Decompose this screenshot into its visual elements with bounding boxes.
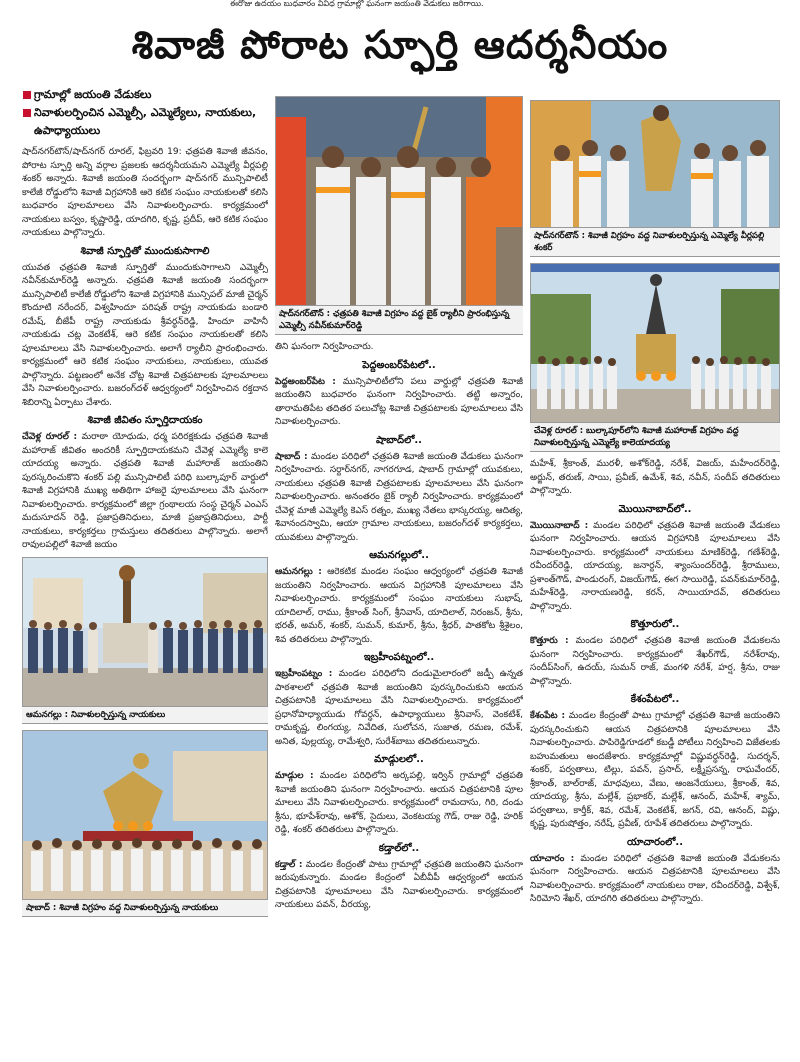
photo-bulkapur-statue-image	[531, 264, 780, 423]
paragraph-text: మరాఠా యోధుడు, ధర్మ పరిరక్షకుడు ఛత్రపతి శివాజీ మహారాజ్ జీవితం అందరికీ స్ఫూర్తిదాయకమని చేవెళ్ల ఎమ్మెల్యే కాలె యాదయ్య అన్నారు. ఛత్రపతి శివాజీ మహారాజ్ జయంతిని పురస్కరించుకొని శంకర్ పల్లి మున్సిపాలిటీ పరిధి బుల్కాపూర్ వార్డులో శివాజీ విగ్రహానికి ముఖ్య అతిథిగా హాజరై పూలమాలలు వేసి ఘనంగా నివాళులర్పించారు. కార్యక్రమంలో జిల్లా గ్రంథాలయ సంస్థ చైర్మన్ ఎంఎస్ మదుసూదన్ రెడ్డి, ప్రజాప్రతినిధులు, మాజీ ప్రజాప్రతినిధులు, పార్టీ నాయకులు, కార్యకర్తలు గ్రామస్తులు తదితరులు పాల్గొన్నారు. అలాగే రావులపల్లిలో శివాజీ జయం	[22, 432, 268, 550]
paragraph-text: మండల పరిధిలో ఛత్రపతి శివాజీ జయంతి వేడుకలను ఘనంగా నిర్వహించారు. ఆయన చిత్రపటానికి పూలమాలలు వేసి నివాళులర్పించారు. కార్యక్రమంలో నాయకులు రాజు, రవీందర్‌రెడ్డి, విశ్వేశ్, సిరిమోని శేఖర్, యాదగిరి తదితరులు పాల్గొన్నారు.	[530, 853, 780, 904]
subheading: పెద్దఅంబర్‌పేటలో..	[362, 359, 436, 371]
paragraph-text: మండల కేంద్రంతో పాటు గ్రామాల్లో ఛత్రపతి జయంతిని ఘనంగా జరుపుకున్నారు. మండల కేంద్రంలో ఏబీవీపీ ఆధ్వర్యంలో ఆయన చిత్రపటానికి పూలమాలలు వేసి నివాళులర్పించారు. కార్యక్రమంలో నాయకులు పవన్, వీరయ్య,	[275, 859, 523, 910]
article-paragraph	[530, 520, 780, 615]
paragraph-text: మండల పరిధిలోని దండుమైలారంలో జడ్పీ ఉన్నత పాఠశాలలో ఛత్రపతి శివాజీ జయంతిని పురస్కరించుకుని ఆయన చిత్రపటానికి పూలమాలలు వేసి నివాళులర్పించారు. కార్యక్రమంలో ప్రధానోపాధ్యాయుడు గోవర్ధన్, ఉపాధ్యాయులు శ్రీనివాస్, వెంకటేశ్, రామకృష్ణ, లింగయ్య, నివేదిత, సులోచన, సుజాత, రమణ, రమేశ్, అనిత, పుల్లయ్య, రామేశ్వరి, సురేశ్‌బాబు తదితరులున్నారు.	[275, 669, 523, 747]
photo-bike-rally-image	[276, 97, 523, 306]
highlight-item: నివాళులర్పించిన ఎమ్మెల్సీ, ఎమ్మెల్యేలు, నాయకులు, ఉపాధ్యాయులు	[22, 104, 268, 140]
subheading: షాబాద్‌లో..	[376, 434, 422, 446]
paragraph-text: మున్సిపాలిటీలోని పలు వార్డుల్లో ఛత్రపతి శివాజీ జయంతిని బుధవారం ఘనంగా నిర్వహించారు. తట్టి అన్నారం, తారామతిపేట తదితర పలుచోట్ల శివాజీ చిత్రపటాలకు పూలమాలలు వేసి నివాళులర్పించారు.	[275, 376, 523, 427]
paragraph-text: మండల పరిధిలో ఛత్రపతి శివాజీ జయంతి వేడుకలు ఘనంగా నిర్వహించారు. ఆయన విగ్రహానికి పూలమాలలు వేసి నివాళులర్పించారు. కార్యక్రమంలో నాయకులు మాణిక్‌రెడ్డి, గణేశ్‌రెడ్డి, రవీందర్‌రెడ్డి, యాదయ్య, జనార్దన్, శ్యాంసుందర్‌రెడ్డి, శ్రీరాములు, ప్రశాంత్‌గౌడ్, పాండురంగ్, విజయ్‌గౌడ్, ఈగ సాయిరెడ్డి, పవన్‌కుమార్‌రెడ్డి, మహేశ్‌రెడ్డి, నారాయణరెడ్డి, కరన్, సాయియాదవ్, తదితరులు పాల్గొన్నారు.	[530, 520, 780, 612]
photo-caption: ఆమనగల్లు : నివాళులర్పిస్తున్న నాయకులు	[22, 707, 268, 724]
dateline: ఇబ్రహీంపట్నం :	[275, 669, 333, 679]
subheading: కడ్తాల్‌లో..	[378, 842, 420, 854]
dateline: మొయినాబాద్ :	[530, 520, 589, 531]
photo-shabad-image	[23, 731, 268, 900]
article-paragraph: యువత ఛత్రపతి శివాజీ స్ఫూర్తితో ముందుకుసాగాలని ఎమ్మెల్సీ నవీన్‌కుమార్‌రెడ్డి అన్నారు. ఛత్రపతి శివాజీ జయంతి సందర్భంగా మున్సిపాలిటీ కాలేజీ రోడ్డులోని శివాజీ విగ్రహానికి మున్సిపల్ మాజీ చైర్మన్ కొందూటి నరేందర్, విశ్వహిందూ పరిషత్ రాష్ట్ర నాయకుడు బండారి రమేష్, బీజేపీ రాష్ట్ర నాయకుడు శ్రీవర్ధన్‌రెడ్డి, హిందూ వాహినీ నాయకుడు చట్ల వెంకటేశ్, ఆరె కటిక సంఘం నాయకులతో కలిసి పూలమాలలు వేసి నివాళులర్పించారు. అలాగే ర్యాలీని ప్రారంభించారు. కార్యక్రమంలో ఆరె కటిక సంఘం నాయకులు, నాయకులు, యువత పాల్గొన్నారు. పట్టణంలో అనేక చోట్ల శివాజీ చిత్రపటాలకు పూలమాలలు వేసి నివాళులర్పించారు. బజరంగ్‌దళ్ ఆధ్వర్యంలో నిర్వహించిన రక్తదాన శిబిరాన్ని ఏర్పాటు చేశారు.	[22, 262, 268, 408]
dateline: కడ్తాల్ :	[275, 859, 303, 870]
subheading: శివాజీ స్ఫూర్తితో ముందుకుసాగాలి	[80, 245, 210, 257]
photo-bike-rally	[275, 96, 523, 306]
article-paragraph	[530, 853, 780, 907]
subheading: కేశంపేటలో..	[630, 694, 680, 705]
subheading: ఆమనగల్లులో..	[369, 550, 429, 561]
subheading: మాడ్గులలో..	[374, 754, 424, 765]
highlights	[22, 86, 268, 140]
dateline: మాడ్గుల :	[275, 771, 314, 781]
dateline: కేశంపేట :	[530, 711, 566, 721]
subheading: ఇబ్రహీంపట్నంలో..	[363, 652, 435, 663]
article-paragraph: మహేశ్, శ్రీకాంత్, మురళీ, అశోక్‌రెడ్డి, నరేశ్, విజయ్, మహేందర్‌రెడ్డి, అర్జున్, తరుణ్, సాయి, ప్రవీణ్, ఉమేశ్, శివ, నవీన్, సందీప్ తదితరులు పాల్గొన్నారు.	[530, 459, 780, 496]
photo-caption: షాద్‌నగర్‌టౌన్ : శివాజీ విగ్రహం వద్ద నివాళులర్పిస్తున్న ఎమ్మెల్యే వీర్లపల్లి శంకర్	[530, 228, 780, 257]
subheading: శివాజీ జీవితం స్ఫూర్తిదాయకం	[87, 415, 203, 426]
photo-amangal	[22, 557, 268, 707]
article-paragraph	[22, 431, 268, 553]
photo-shabad	[22, 730, 268, 900]
column-3	[530, 86, 780, 1062]
article-paragraph: షాద్‌నగర్‌టౌన్/షాద్‌నగర్ రూరల్, ఫిబ్రవరి 19: ఛత్రపతి శివాజీ జీవనం, పోరాట స్ఫూర్తి అన్ని వర్గాల ప్రజలకు ఆదర్శనీయమని ఎమ్మెల్యే వీర్లపల్లి శంకర్ అన్నారు. శివాజీ జయంతి సందర్భంగా షాద్‌నగర్ మున్సిపాలిటీ కాలేజీ రోడ్డులోని శివాజీ విగ్రహానికి ఆరె కటిక సంఘం నాయకులతో కలిసి బుధవారం పూలమాలలు వేసి నివాళులర్పించారు. కార్యక్రమంలో నాయకులు బస్వం, కృష్ణారెడ్డి, యాదగిరి, కృష్ణ, ప్రదీప్, ఆరె కటిక సంఘం నాయకులు పాల్గొన్నారు.	[22, 147, 268, 238]
article-paragraph	[275, 770, 523, 838]
dateline: ఆమనగల్లు :	[275, 567, 322, 577]
photo-amangal-image	[23, 558, 268, 707]
photo-bulkapur-statue	[530, 263, 780, 423]
article-paragraph	[530, 635, 780, 689]
paragraph-text: మండల పరిధిలోని అర్కపల్లి, ఇర్విన్ గ్రామాల్లో ఛత్రపతి శివాజీ జయంతిని ఘనంగా నిర్వహించారు. ఆయన చిత్రపటానికి పూల మాలలు వేసి నివాళులర్పించారు. కార్యక్రమంలో రామదాసు, గిరి, దండు శ్రీను, భూపేశ్‌రావు, ఆశోక్, సైదులు, వెంకటయ్య గౌడ్, రాజు రెడ్డి, హరిక్ రెడ్డి, శంకర్ తదితరులు పాల్గొన్నారు.	[275, 771, 523, 835]
article-paragraph	[275, 376, 523, 430]
headline: శివాజీ పోరాట స్ఫూర్తి ఆదర్శనీయం	[131, 23, 669, 68]
dateline: కొత్తూరు :	[530, 636, 569, 646]
column-1	[22, 86, 268, 1062]
article-paragraph	[275, 451, 523, 546]
dateline: షాబాద్ :	[275, 451, 308, 462]
top-strip-text: ఈరోజు ఉదయం బుధవారం వివిధ గ్రామాల్లో ఘనంగా జయంతి వేడుకలు జరిగాయి.	[230, 0, 484, 8]
article-paragraph	[275, 668, 523, 749]
article-paragraph	[275, 859, 523, 913]
article-paragraph	[530, 710, 780, 832]
photo-shadnagar-mla	[530, 100, 780, 228]
subheading: కొత్తూరులో..	[630, 619, 680, 630]
highlight-item: గ్రామాల్లో జయంతి వేడుకలు	[22, 86, 268, 104]
photo-caption: చేవెళ్ల రూరల్ : బుల్కాపూర్‌లోని శివాజీ మహారాజ్ విగ్రహం వద్ద నివాళులర్పిస్తున్న ఎమ్మెల్యే కాలెయాదయ్య	[530, 423, 780, 452]
photo-shadnagar-mla-image	[531, 101, 780, 228]
paragraph-text: మండల పరిధిలో ఛత్రపతి శివాజీ జయంతి వేడుకలను ఘనంగా నిర్వహించారు. కార్యక్రమంలో శేఖర్‌గౌడ్, నరేశ్‌రావు, సందీప్‌సింగ్, ఉదయ్, సుమన్ రాజ్, మంగళి నరేశ్, హర్ష, శ్రీను, రాజు పాల్గొన్నారు.	[530, 636, 780, 687]
dateline: చేవెళ్ల రూరల్ :	[22, 432, 78, 442]
paragraph-text: మండల కేంద్రంతో పాటు గ్రామాల్లో ఛత్రపతి శివాజీ జయంతిని పురస్కరించుకుని ఆయన చిత్రపటానికి పూలమాలలు వేసి నివాళులర్పించారు. పాపిరెడ్డిగూడలో కబడ్డీ పోటీలు నిర్వహించి విజేతలకు బహుమతులు అందజేశారు. కార్యక్రమాల్లో విష్ణువర్ధన్‌రెడ్డి, సుదర్శన్, శంకర్, పర్వతాలు, టిల్లు, పవన్, ప్రసాద్, లక్ష్మీప్రసన్న, రాఘవేందర్, శ్రీకాంత్, బాల్‌రాజ్, మాధవులు, వేణు, ఆంజనేయులు, శ్రీకాంత్, శివ, యాదయ్య, శ్రీను, మల్లేశ్, ప్రభాకర్, మల్లేశ్, ఆనంద్, మహేశ్, శ్యామ్, పర్వతాలు, కార్తీక్, శివ, రమేశ్, వెంకటేశ్, జగన్, రవి, ఆనంద్, విష్ణు, కృష్ణ, పురుషోత్తం, నరేష్, ప్రవీణ్, రూపేశ్ తదితరులు పాల్గొన్నారు.	[530, 711, 780, 829]
subheading: మొయినాబాద్‌లో..	[618, 503, 692, 515]
photo-caption: షాద్‌నగర్‌టౌన్ : ఛత్రపతి శివాజీ విగ్రహం వద్ద బైక్ ర్యాలీని ప్రారంభిస్తున్న ఎమ్మెల్సీ నవీన్‌కుమార్‌రెడ్డి	[275, 306, 523, 335]
subheading: యాచారంలో..	[627, 836, 683, 848]
photo-caption: షాబాద్ : శివాజీ విగ్రహం వద్ద నివాళులర్పిస్తున్న నాయకులు	[22, 900, 268, 917]
paragraph-text: ఆరెకటిక మండల సంఘం ఆధ్వర్యంలో ఛత్రపతి శివాజీ జయంతిని నిర్వహించారు. ఆయన విగ్రహానికి పూలమాలలు వేసి నివాళులర్పించారు. కార్యక్రమంలో సంఘం నాయకులు సుభాష్, యాదిలాల్, రాము, శ్రీకాంత్ సింగ్, శ్రీనివాస్, యాదిలాల్, నిరంజన్, శ్రీను, భరత్, అమర్, శంకర్, సుమన్, కుమార్, శ్రీను, శ్రీధర్, పాతకోట శ్రీశైలం, శివ తదితరులు పాల్గొన్నారు.	[275, 567, 523, 645]
article-paragraph	[275, 566, 523, 647]
dateline: పెద్దఅంబర్‌పేట :	[275, 376, 336, 387]
column-2	[275, 86, 523, 1062]
paragraph-text: మండల పరిధిలో ఛత్రపతి శివాజీ జయంతి వేడుకలు ఘనంగా నిర్వహించారు. సర్దార్‌నగర్, నాగరగూడ, షాబాద్ గ్రామాల్లో యువకులు, నాయకులు ఛత్రపతి శివాజీ చిత్రపటాలకు పూలమాలలు వేసి ఘనంగా నివాళులర్పించారు. అనంతరం బైక్ ర్యాలీ నిర్వహించారు. కార్యక్రమంలో చేవెళ్ల మాజీ ఎమ్మెల్యే కెఎస్ రత్నం, ముఖ్య నేతలు భాస్కరయ్య, ఆదిత్య, శివానందస్వామి, ఆయా గ్రామాల నాయకులు, బజరంగ్‌దళ్ కార్యకర్తలు, యువకులు పాల్గొన్నారు.	[275, 451, 523, 543]
dateline: యాచారం :	[530, 853, 575, 864]
article-paragraph: తిని ఘనంగా నిర్వహించారు.	[275, 342, 374, 352]
